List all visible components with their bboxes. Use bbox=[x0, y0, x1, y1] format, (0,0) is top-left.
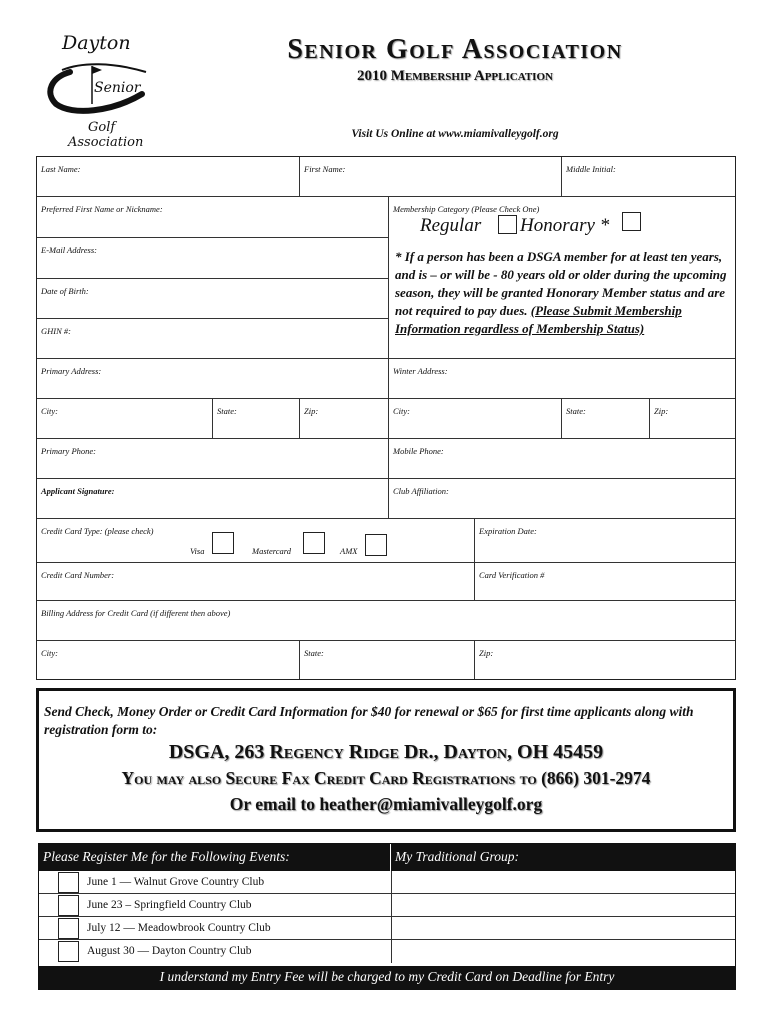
event-label: July 12 — Meadowbrook Country Club bbox=[87, 922, 271, 934]
billing-address-field[interactable] bbox=[37, 601, 735, 641]
billing-address-label: Billing Address for Credit Card (if different then above) bbox=[41, 608, 231, 618]
primary-address-label: Primary Address: bbox=[41, 366, 102, 376]
event-row bbox=[39, 917, 391, 940]
middle-initial-field[interactable] bbox=[562, 157, 735, 197]
event-checkbox[interactable] bbox=[58, 941, 79, 962]
first-name-field[interactable] bbox=[300, 157, 562, 197]
signature-label: Applicant Signature: bbox=[41, 486, 115, 496]
primary-phone-label: Primary Phone: bbox=[41, 446, 97, 456]
event-row bbox=[39, 940, 391, 963]
billing-city-label: City: bbox=[41, 648, 58, 658]
membership-category-label: Membership Category (Please Check One) bbox=[393, 204, 540, 214]
email-field[interactable] bbox=[37, 238, 389, 279]
winter-city-field[interactable] bbox=[389, 399, 562, 439]
preferred-name-field[interactable] bbox=[37, 197, 389, 238]
cc-type-section bbox=[37, 519, 475, 563]
traditional-group-field[interactable] bbox=[391, 894, 735, 917]
winter-city-label: City: bbox=[393, 406, 410, 416]
website-line: Visit Us Online at www.miamivalleygolf.org bbox=[351, 128, 559, 140]
event-label: August 30 — Dayton Country Club bbox=[87, 945, 252, 957]
dsga-logo bbox=[42, 32, 152, 150]
events-table bbox=[38, 843, 736, 990]
winter-address-field[interactable] bbox=[389, 359, 735, 399]
honorary-note bbox=[395, 248, 727, 338]
cc-number-label: Credit Card Number: bbox=[41, 570, 115, 580]
event-row bbox=[39, 871, 391, 894]
application-form bbox=[36, 156, 736, 680]
winter-address-label: Winter Address: bbox=[393, 366, 448, 376]
billing-city-field[interactable] bbox=[37, 641, 300, 679]
primary-city-field[interactable] bbox=[37, 399, 213, 439]
ghin-label: GHIN #: bbox=[41, 326, 71, 336]
middle-initial-label: Middle Initial: bbox=[566, 164, 616, 174]
fax-line: You may also Secure Fax Credit Card Registrations to (866) 301-2974 bbox=[121, 768, 651, 788]
mastercard-label: Mastercard bbox=[252, 546, 292, 556]
billing-state-field[interactable] bbox=[300, 641, 475, 679]
traditional-group-field[interactable] bbox=[391, 940, 735, 963]
page-title: Senior Golf Association bbox=[287, 34, 623, 65]
mobile-phone-field[interactable] bbox=[389, 439, 735, 479]
event-checkbox[interactable] bbox=[58, 918, 79, 939]
ghin-field[interactable] bbox=[37, 319, 389, 359]
winter-state-field[interactable] bbox=[562, 399, 650, 439]
last-name-label: Last Name: bbox=[41, 164, 81, 174]
primary-zip-label: Zip: bbox=[304, 406, 319, 416]
event-checkbox[interactable] bbox=[58, 895, 79, 916]
honorary-note-text: * If a person has been a DSGA member for at least ten years, and is – or will be - 80 years old or older during the upcoming season, they will be granted Honorary Member status and are not required to pay dues. bbox=[395, 249, 727, 318]
amx-label: AMX bbox=[340, 546, 358, 556]
primary-zip-field[interactable] bbox=[300, 399, 389, 439]
expiration-field[interactable] bbox=[475, 519, 735, 563]
traditional-group-field[interactable] bbox=[391, 871, 735, 894]
signature-field[interactable] bbox=[37, 479, 389, 519]
email-line: Or email to heather@miamivalleygolf.org bbox=[229, 794, 543, 814]
club-affiliation-field[interactable] bbox=[389, 479, 735, 519]
cc-verification-label: Card Verification # bbox=[479, 570, 545, 580]
logo-text-dayton: Dayton bbox=[62, 32, 131, 54]
honorary-label: Honorary * bbox=[520, 215, 610, 236]
preferred-name-label: Preferred First Name or Nickname: bbox=[41, 204, 163, 214]
primary-address-field[interactable] bbox=[37, 359, 389, 399]
traditional-group-field[interactable] bbox=[391, 917, 735, 940]
amx-checkbox[interactable] bbox=[365, 534, 387, 556]
winter-zip-field[interactable] bbox=[650, 399, 735, 439]
send-instructions-text: Send Check, Money Order or Credit Card Information for $40 for renewal or $65 for first time applicants along with registration form to: bbox=[44, 704, 694, 737]
cc-number-field[interactable] bbox=[37, 563, 475, 601]
winter-state-label: State: bbox=[566, 406, 586, 416]
club-affiliation-label: Club Affiliation: bbox=[393, 486, 449, 496]
billing-zip-label: Zip: bbox=[479, 648, 494, 658]
dob-label: Date of Birth: bbox=[41, 286, 89, 296]
mobile-phone-label: Mobile Phone: bbox=[393, 446, 444, 456]
cc-verification-field[interactable] bbox=[475, 563, 735, 601]
billing-state-label: State: bbox=[304, 648, 324, 658]
events-header-right: My Traditional Group: bbox=[391, 844, 735, 871]
honorary-note-underline: (Please Submit Membership Information regardless of Membership Status) bbox=[395, 303, 682, 336]
mailing-address: DSGA, 263 Regency Ridge Dr., Dayton, OH 45459 bbox=[168, 741, 604, 763]
winter-zip-label: Zip: bbox=[654, 406, 669, 416]
dob-field[interactable] bbox=[37, 279, 389, 319]
email-label: E-Mail Address: bbox=[41, 245, 97, 255]
last-name-field[interactable] bbox=[37, 157, 300, 197]
regular-label: Regular bbox=[420, 215, 482, 236]
primary-city-label: City: bbox=[41, 406, 58, 416]
honorary-checkbox[interactable] bbox=[622, 212, 641, 231]
logo-text-senior: Senior bbox=[94, 80, 141, 96]
expiration-label: Expiration Date: bbox=[479, 526, 537, 536]
events-footer: I understand my Entry Fee will be charged to my Credit Card on Deadline for Entry bbox=[39, 966, 735, 989]
primary-state-field[interactable] bbox=[213, 399, 300, 439]
events-header-left: Please Register Me for the Following Events: bbox=[39, 844, 391, 871]
page-subtitle: 2010 Membership Application bbox=[357, 68, 553, 84]
primary-state-label: State: bbox=[217, 406, 237, 416]
logo-text-golf: Golf bbox=[88, 120, 116, 135]
first-name-label: First Name: bbox=[304, 164, 346, 174]
billing-zip-field[interactable] bbox=[475, 641, 735, 679]
event-label: June 1 — Walnut Grove Country Club bbox=[87, 876, 265, 888]
regular-checkbox[interactable] bbox=[498, 215, 517, 234]
mastercard-checkbox[interactable] bbox=[303, 532, 325, 554]
visa-checkbox[interactable] bbox=[212, 532, 234, 554]
visa-label: Visa bbox=[190, 546, 205, 556]
primary-phone-field[interactable] bbox=[37, 439, 389, 479]
event-row bbox=[39, 894, 391, 917]
event-checkbox[interactable] bbox=[58, 872, 79, 893]
cc-type-label: Credit Card Type: (please check) bbox=[41, 526, 154, 536]
logo-text-association: Association bbox=[68, 135, 144, 150]
event-label: June 23 – Springfield Country Club bbox=[87, 899, 252, 911]
